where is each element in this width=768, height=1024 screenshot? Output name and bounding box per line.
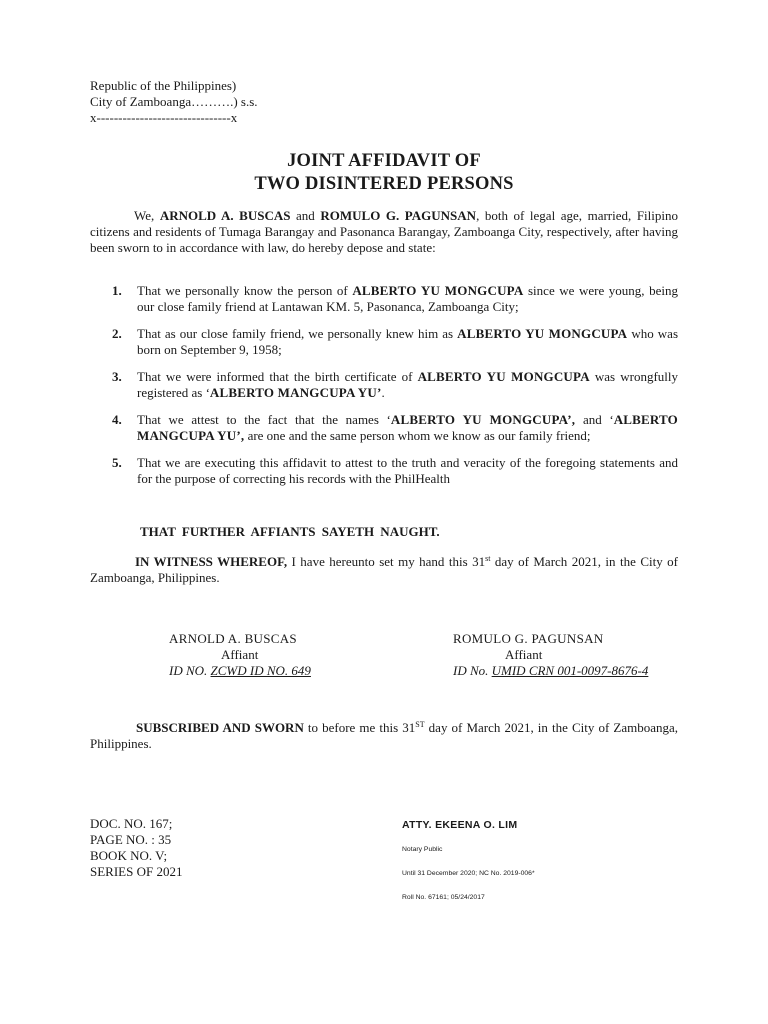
statement-bold: ALBERTO YU MONGCUPA [457, 326, 628, 341]
intro-affiant-1: ARNOLD A. BUSCAS [159, 208, 291, 223]
jurat-text-end: day of March 2021, in the City of Zamboanga, Philippines. [90, 720, 678, 751]
statement-text: That we are executing this affidavit to attest to the truth and veracity of the foregoing statements and for the purpose of correcting his records with the PhilHealth [137, 455, 678, 486]
statement-text: was wrongfully registered as ‘ [137, 369, 678, 400]
intro-pre: We, [134, 208, 160, 223]
intro-mid: and [290, 208, 321, 223]
notary-roll: Roll No. 67161; 05/24/2017 [402, 894, 485, 901]
witness-ordinal: st [485, 554, 491, 563]
jurat-paragraph [90, 720, 678, 752]
statement-text: are one and the same person whom we know as our family friend; [244, 428, 591, 443]
statement-item [90, 412, 678, 444]
statement-number: 4. [112, 412, 122, 427]
title-line-1: JOINT AFFIDAVIT OF [287, 151, 481, 171]
venue-rule: x-------------------------------x [90, 110, 238, 125]
jurat-text: to before me this 31 [303, 720, 416, 735]
id-value: ZCWD ID NO. 649 [210, 663, 311, 678]
statement-number: 3. [112, 369, 122, 384]
book-number: BOOK NO. V; [90, 848, 168, 863]
affiant-name: ROMULO G. PAGUNSAN [453, 631, 604, 646]
doc-number: DOC. NO. 167; [90, 816, 173, 831]
page-number: PAGE NO. : 35 [90, 832, 172, 847]
title-line-2: TWO DISINTERED PERSONS [254, 174, 514, 194]
series-year: SERIES OF 2021 [90, 864, 183, 879]
jurat-heading: SUBSCRIBED AND SWORN [136, 720, 304, 735]
further-affiants-line: THAT FURTHER AFFIANTS SAYETH NAUGHT. [140, 524, 440, 539]
statement-text: and ‘ [575, 412, 614, 427]
statement-text: That we attest to the fact that the names ‘ [137, 412, 391, 427]
notary-name: ATTY. EKEENA O. LIM [402, 819, 518, 831]
affiant-id [453, 663, 683, 679]
notary-title: Notary Public [402, 846, 443, 853]
statement-bold: ALBERTO YU MONGCUPA’, [390, 412, 576, 427]
intro-post: , both of legal age, married, Filipino citizens and residents of Tumaga Barangay and Pasonanca Barangay, Zamboanga City, respectively, after having been sworn to in accordance with law, do hereby depose and state: [90, 208, 679, 255]
venue-republic: Republic of the Philippines) [90, 78, 237, 93]
venue-block [90, 78, 258, 126]
statement-item [90, 283, 678, 315]
document-title [0, 150, 768, 196]
intro-paragraph [90, 208, 678, 256]
statement-item [90, 455, 678, 487]
intro-affiant-2: ROMULO G. PAGUNSAN [320, 208, 477, 223]
statement-list [90, 283, 678, 498]
affiant-id [169, 663, 369, 679]
statement-text: . [381, 385, 385, 400]
affiant-name: ARNOLD A. BUSCAS [169, 631, 297, 646]
statement-text: who was born on September 9, 1958; [137, 326, 678, 357]
witness-heading: IN WITNESS WHEREOF, [135, 554, 288, 569]
witness-text-end: day of March 2021, in the City of Zamboanga, Philippines. [90, 554, 678, 585]
statement-bold: ALBERTO YU MONGCUPA [417, 369, 590, 384]
statement-text: That as our close family friend, we personally knew him as [137, 326, 458, 341]
jurat-ordinal: ST [415, 720, 425, 729]
witness-text: I have hereunto set my hand this 31 [287, 554, 486, 569]
affiant-role: Affiant [221, 647, 259, 662]
affiant-role: Affiant [505, 647, 543, 662]
statement-number: 5. [112, 455, 122, 470]
statement-text: That we personally know the person of [137, 283, 353, 298]
id-label: ID No. [453, 663, 492, 678]
id-label: ID NO. [169, 663, 211, 678]
signature-block-affiant-1 [169, 631, 369, 679]
notary-commission: Until 31 December 2020; NC No. 2019-006* [402, 870, 535, 877]
statement-item [90, 369, 678, 401]
signature-block-affiant-2 [453, 631, 683, 679]
witness-paragraph [90, 554, 678, 586]
statement-number: 1. [112, 283, 122, 298]
notarial-register-ref [90, 816, 182, 880]
venue-city: City of Zamboanga……….) s.s. [90, 94, 258, 109]
statement-text: since we were young, being our close family friend at Lantawan KM. 5, Pasonanca, Zamboanga City; [137, 283, 678, 314]
statement-number: 2. [112, 326, 122, 341]
statement-text: That we were informed that the birth certificate of [137, 369, 418, 384]
statement-bold: ALBERTO MANGCUPA YU’ [209, 385, 382, 400]
id-value: UMID CRN 001-0097-8676-4 [491, 663, 649, 678]
notary-block [402, 819, 535, 901]
statement-bold: ALBERTO YU MONGCUPA [352, 283, 524, 298]
statement-item [90, 326, 678, 358]
statement-bold: ALBERTO MANGCUPA YU’, [137, 412, 678, 443]
